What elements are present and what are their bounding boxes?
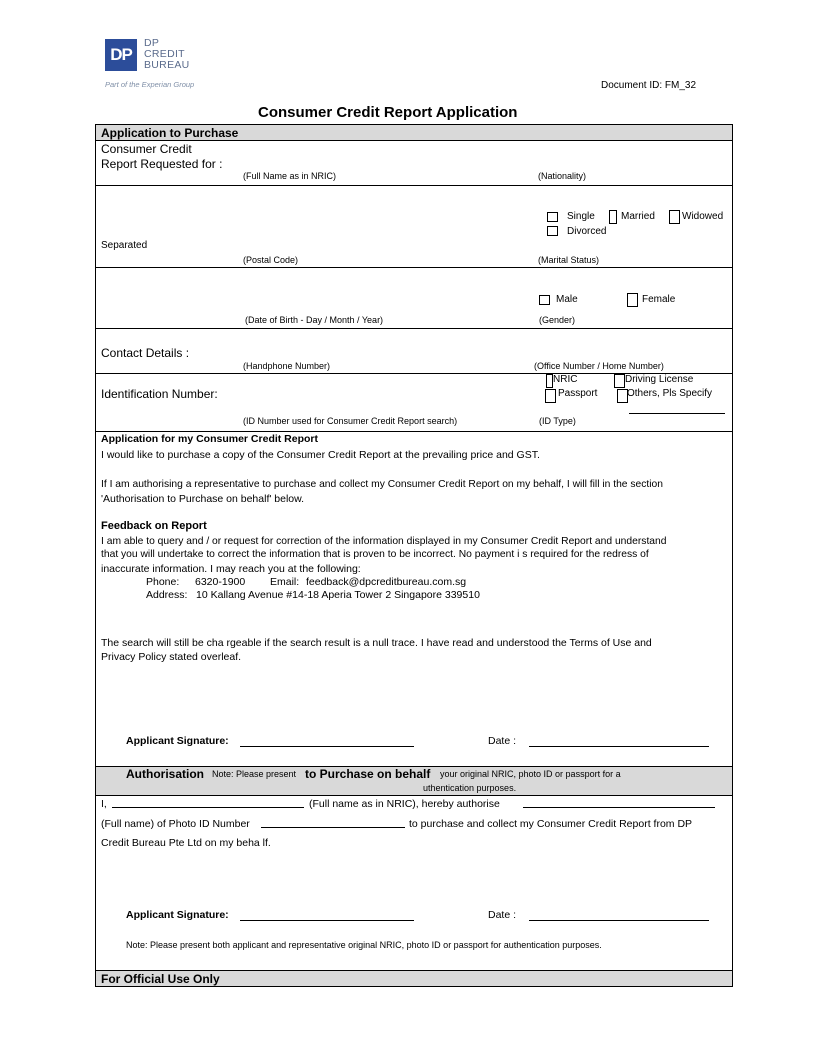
- auth-signature-line[interactable]: [240, 920, 414, 921]
- authorisation-note-a: Note: Please present: [212, 769, 297, 779]
- auth-date-line[interactable]: [529, 920, 709, 921]
- consumer-label-2: Report Requested for :: [101, 157, 223, 171]
- logo-line-dp: DP: [144, 37, 160, 49]
- auth-line2-b: to purchase and collect my Consumer Credit Report from DP: [409, 818, 693, 830]
- full-name-caption: (Full Name as in NRIC): [243, 171, 337, 181]
- date-label: Date :: [488, 735, 517, 747]
- id-label: Identification Number:: [101, 387, 218, 401]
- address-label: Address:: [146, 589, 188, 601]
- feedback-heading: Feedback on Report: [101, 520, 207, 532]
- widowed-checkbox[interactable]: [669, 210, 680, 224]
- female-label: Female: [642, 294, 676, 305]
- female-checkbox[interactable]: [627, 293, 638, 307]
- feedback-line3: inaccurate information. I may reach you at the following:: [101, 563, 361, 575]
- document-id: Document ID: FM_32: [601, 80, 697, 91]
- auth-signature-label: Applicant Signature:: [126, 909, 229, 921]
- nationality-caption: (Nationality): [538, 171, 587, 181]
- postal-caption: (Postal Code): [243, 255, 299, 265]
- id-number-caption: (ID Number used for Consumer Credit Report search): [243, 416, 458, 426]
- nric-label: NRIC: [553, 374, 578, 385]
- handphone-caption: (Handphone Number): [243, 361, 331, 371]
- divorced-checkbox[interactable]: [547, 226, 558, 236]
- married-checkbox[interactable]: [609, 210, 617, 224]
- auth-line1-b: (Full name as in NRIC), hereby authorise: [309, 798, 500, 810]
- logo-text: [144, 38, 190, 71]
- others-specify-line[interactable]: [629, 413, 725, 414]
- applicant-signature-label: Applicant Signature:: [126, 735, 229, 747]
- gender-caption: (Gender): [539, 315, 576, 325]
- logo-line-credit: CREDIT: [144, 48, 185, 60]
- consumer-label-1: Consumer Credit: [101, 142, 192, 156]
- null-trace-line1: The search will still be cha rgeable if the search result is a null trace. I have read and understood the Terms of Use and: [101, 637, 652, 649]
- logo-line-bureau: BUREAU: [144, 59, 190, 71]
- my-report-line2a: If I am authorising a representative to purchase and collect my Consumer Credit Report on my behalf, I will fill in the section: [101, 479, 664, 490]
- single-label: Single: [567, 211, 595, 222]
- logo-tagline: Part of the Experian Group: [105, 80, 195, 89]
- contact-label: Contact Details :: [101, 346, 190, 360]
- address-value: 10 Kallang Avenue #14-18 Aperia Tower 2 Singapore 339510: [196, 589, 480, 601]
- my-report-line2b: 'Authorisation to Purchase on behalf' below.: [101, 493, 305, 505]
- auth-line2-a: (Full name) of Photo ID Number: [101, 818, 250, 830]
- male-label: Male: [556, 294, 578, 305]
- auth-representative-line[interactable]: [523, 807, 715, 808]
- id-type-caption: (ID Type): [539, 416, 576, 426]
- passport-checkbox[interactable]: [545, 389, 556, 403]
- section-header-application: Application to Purchase: [101, 126, 239, 140]
- feedback-line2: that you will undertake to correct the information that is proven to be incorrect. No payment i s required for the redress of: [101, 549, 649, 560]
- feedback-line1: I am able to query and / or request for correction of the information displayed in my Consumer Credit Report and understand: [101, 536, 667, 547]
- official-use-header: For Official Use Only: [101, 972, 220, 986]
- widowed-label: Widowed: [682, 211, 724, 222]
- male-checkbox[interactable]: [539, 295, 550, 305]
- passport-label: Passport: [558, 388, 598, 399]
- authorisation-title-a: Authorisation: [126, 767, 204, 781]
- auth-footer-note: Note: Please present both applicant and representative original NRIC, photo ID or passport for authentication purposes.: [126, 940, 602, 950]
- null-trace-line2: Privacy Policy stated overleaf.: [101, 651, 242, 663]
- separated-label: Separated: [101, 240, 148, 251]
- authorisation-title-b: to Purchase on behalf: [305, 767, 431, 781]
- driving-label: Driving License: [625, 374, 694, 385]
- auth-date-label: Date :: [488, 909, 517, 921]
- phone-label: Phone:: [146, 576, 180, 588]
- date-line[interactable]: [529, 746, 709, 747]
- email-value: feedback@dpcreditbureau.com.sg: [306, 576, 467, 588]
- nric-checkbox[interactable]: [546, 374, 553, 388]
- divorced-label: Divorced: [567, 226, 607, 237]
- logo-mark: DP: [105, 39, 137, 71]
- page-title: Consumer Credit Report Application: [258, 104, 518, 121]
- others-label: Others, Pls Specify: [627, 388, 713, 399]
- married-label: Married: [621, 211, 655, 222]
- driving-checkbox[interactable]: [614, 374, 625, 388]
- dob-caption: (Date of Birth - Day / Month / Year): [245, 315, 384, 325]
- phone-value: 6320-1900: [195, 576, 246, 588]
- marital-caption: (Marital Status): [538, 255, 600, 265]
- single-checkbox[interactable]: [547, 212, 558, 222]
- authorisation-note-b: your original NRIC, photo ID or passport for a: [440, 769, 621, 779]
- auth-name-line[interactable]: [112, 807, 304, 808]
- auth-photo-id-line[interactable]: [261, 827, 405, 828]
- my-report-line1: I would like to purchase a copy of the Consumer Credit Report at the prevailing price and GST.: [101, 449, 540, 461]
- office-caption: (Office Number / Home Number): [534, 361, 664, 371]
- applicant-signature-line[interactable]: [240, 746, 414, 747]
- my-report-heading: Application for my Consumer Credit Report: [101, 433, 319, 445]
- authorisation-note-c: uthentication purposes.: [423, 783, 517, 793]
- auth-line3: Credit Bureau Pte Ltd on my beha lf.: [101, 837, 271, 849]
- auth-line1-a: I,: [101, 798, 107, 810]
- email-label: Email:: [270, 576, 300, 588]
